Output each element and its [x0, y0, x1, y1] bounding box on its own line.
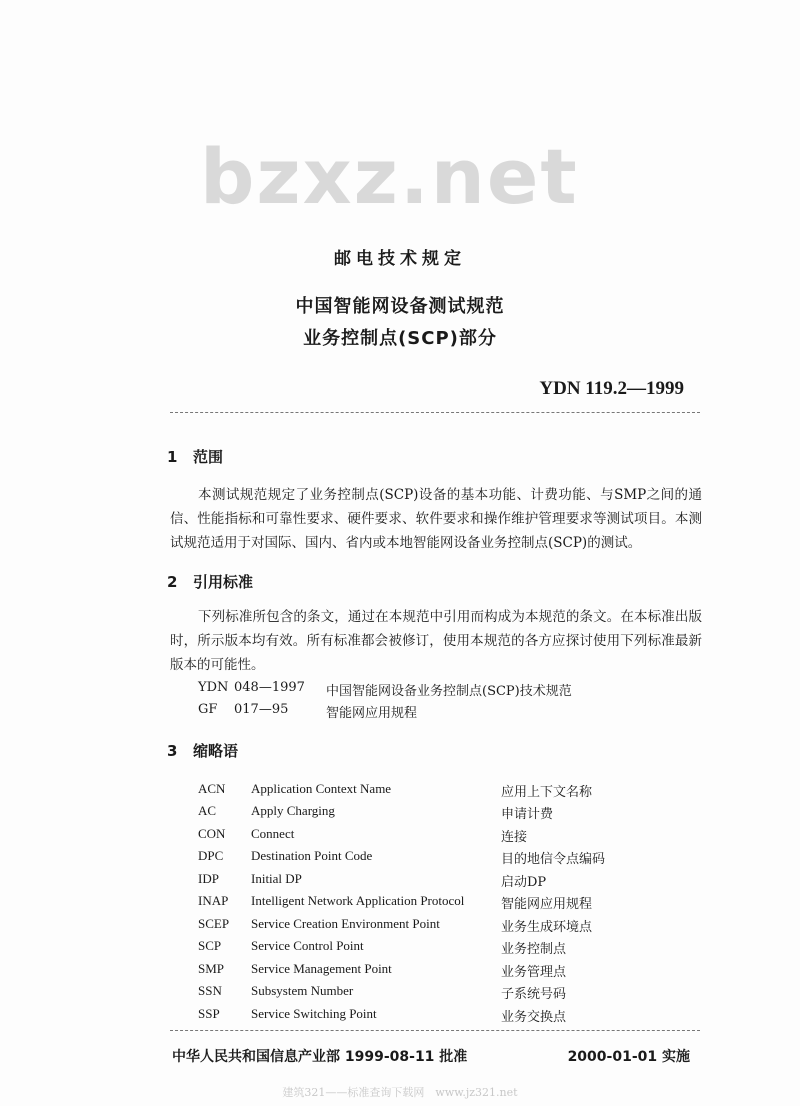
abbreviation: DPC [198, 848, 224, 863]
abbreviation-chinese-name: 目的地信令点编码 [501, 852, 606, 867]
section-number: 1 [167, 448, 178, 466]
abbreviation-row [198, 803, 718, 825]
standard-number: YDN 119.2—1999 [539, 378, 684, 399]
reference-title: 智能网应用规程 [326, 706, 418, 721]
abbreviation: SMP [198, 961, 225, 976]
section-paragraph-scope: 本测试规范规定了业务控制点(SCP)设备的基本功能、计费功能、与SMP之间的通信、性能指标和可靠性要求、硬件要求、软件要求和操作维护管理要求等测试项目。本测试规范适用于对国际、国内、省内或本地智能网设备业务控制点(SCP)的测试。 [170, 487, 702, 551]
abbreviation-full-name: Service Switching Point [251, 1006, 377, 1021]
footer-divider [170, 1030, 700, 1031]
abbreviation-chinese-name: 业务控制点 [501, 942, 567, 957]
abbreviation-full-name: Intelligent Network Application Protocol [251, 893, 465, 908]
reference-number: 017—95 [234, 702, 289, 717]
abbreviation-chinese-name: 连接 [501, 830, 528, 845]
site-watermark: bzxz.net [200, 132, 579, 221]
abbreviation-full-name: Application Context Name [251, 781, 392, 796]
abbreviation-full-name: Service Management Point [251, 961, 392, 976]
abbreviation-chinese-name: 申请计费 [501, 807, 554, 822]
abbreviation-full-name: Subsystem Number [251, 983, 354, 998]
abbreviation: IDP [198, 871, 219, 886]
reference-code: YDN [198, 680, 229, 695]
section-heading-references [167, 571, 253, 592]
abbreviation: SCP [198, 938, 222, 953]
reference-title: 中国智能网设备业务控制点(SCP)技术规范 [326, 684, 572, 699]
abbreviation-full-name: Apply Charging [251, 803, 335, 818]
abbreviation: SCEP [198, 916, 230, 931]
abbreviation-row [198, 916, 718, 938]
abbreviation-row [198, 961, 718, 983]
abbreviation: CON [198, 826, 226, 841]
abbreviation-chinese-name: 业务管理点 [501, 965, 567, 980]
abbreviation-full-name: Connect [251, 826, 295, 841]
abbreviation-full-name: Service Creation Environment Point [251, 916, 440, 931]
abbreviation-row [198, 826, 718, 848]
abbreviation-full-name: Service Control Point [251, 938, 364, 953]
abbreviation-row [198, 893, 718, 915]
abbreviation-row [198, 848, 718, 870]
abbreviation-row [198, 938, 718, 960]
abbreviation: ACN [198, 781, 226, 796]
abbreviation-full-name: Destination Point Code [251, 848, 373, 863]
document-category: 邮电技术规定 [334, 249, 466, 269]
abbreviation-full-name: Initial DP [251, 871, 302, 886]
abbreviation-chinese-name: 子系统号码 [501, 987, 567, 1002]
section-heading-abbreviations [167, 740, 238, 761]
abbreviation: SSP [198, 1006, 220, 1021]
section-title: 范围 [193, 448, 224, 466]
effective-date: 2000-01-01 实施 [567, 1049, 690, 1065]
header-divider [170, 412, 700, 413]
reference-code: GF [198, 702, 218, 717]
approval-info: 中华人民共和国信息产业部 1999-08-11 批准 [172, 1049, 468, 1065]
abbreviation-row [198, 983, 718, 1005]
section-title: 引用标准 [193, 573, 254, 591]
abbreviation-chinese-name: 应用上下文名称 [501, 785, 593, 800]
document-title-line2: 业务控制点(SCP)部分 [303, 328, 497, 349]
abbreviation-row [198, 1006, 718, 1028]
bottom-watermark: 建筑321——标准查询下载网 www.jz321.net [282, 1086, 518, 1099]
abbreviation-row [198, 781, 718, 803]
reference-number: 048—1997 [234, 680, 305, 695]
abbreviation: AC [198, 803, 217, 818]
section-paragraph-references: 下列标准所包含的条文，通过在本规范中引用而构成为本规范的条文。在本标准出版时，所示版本均有效。所有标准都会被修订，使用本规范的各方应探讨使用下列标准最新版本的可能性。 [170, 609, 702, 673]
abbreviation: INAP [198, 893, 229, 908]
section-number: 3 [167, 742, 178, 760]
section-heading-scope [167, 446, 223, 467]
abbreviation-row [198, 871, 718, 893]
abbreviation-chinese-name: 智能网应用规程 [501, 897, 593, 912]
abbreviation-chinese-name: 业务生成环境点 [501, 920, 593, 935]
section-number: 2 [167, 573, 178, 591]
abbreviation-chinese-name: 启动DP [501, 875, 547, 890]
abbreviation-chinese-name: 业务交换点 [501, 1010, 567, 1025]
document-title-line1: 中国智能网设备测试规范 [295, 296, 505, 317]
abbreviation: SSN [198, 983, 222, 998]
section-title: 缩略语 [193, 742, 239, 760]
